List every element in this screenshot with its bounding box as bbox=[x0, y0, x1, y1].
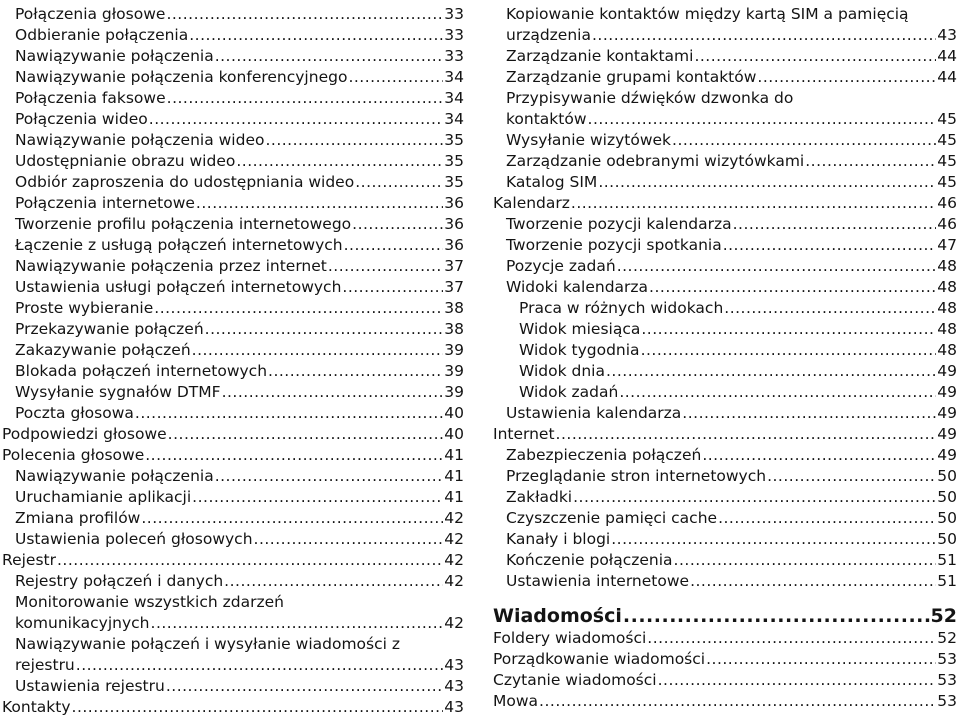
toc-entry[interactable] bbox=[493, 46, 957, 67]
toc-entry[interactable] bbox=[493, 235, 957, 256]
toc-leader-dots bbox=[706, 649, 936, 670]
toc-entry-title: Praca w różnych widokach bbox=[519, 299, 724, 317]
toc-entry-title: Proste wybieranie bbox=[15, 299, 154, 317]
toc-entry-title: Katalog SIM bbox=[506, 173, 598, 191]
toc-entry[interactable] bbox=[2, 109, 464, 130]
toc-leader-dots bbox=[539, 691, 936, 712]
toc-entry-title: Ustawienia usługi połączeń internetowych bbox=[15, 278, 342, 296]
toc-entry[interactable] bbox=[2, 445, 464, 466]
toc-entry-title: Ustawienia rejestru bbox=[15, 677, 165, 695]
toc-leader-dots bbox=[348, 67, 443, 88]
toc-page-number: 37 bbox=[444, 278, 464, 296]
toc-entry[interactable] bbox=[493, 277, 957, 298]
toc-entry-title: Kontakty bbox=[2, 698, 71, 716]
toc-leader-dots bbox=[571, 193, 936, 214]
toc-entry-title: Łączenie z usługą połączeń internetowych bbox=[15, 236, 343, 254]
toc-entry-title: Kalendarz bbox=[493, 194, 570, 212]
toc-leader-dots bbox=[168, 424, 444, 445]
toc-leader-dots bbox=[328, 256, 443, 277]
toc-entry[interactable] bbox=[493, 130, 957, 151]
toc-entry[interactable] bbox=[2, 403, 464, 424]
toc-page-number: 48 bbox=[937, 341, 957, 359]
toc-entry-title: Tworzenie profilu połączenia internetowego bbox=[15, 215, 352, 233]
toc-leader-dots bbox=[135, 403, 443, 424]
toc-section-heading[interactable] bbox=[493, 604, 957, 628]
toc-entry[interactable] bbox=[493, 445, 957, 466]
toc-entry[interactable] bbox=[2, 130, 464, 151]
toc-entry-title: Zakazywanie połączeń bbox=[15, 341, 191, 359]
toc-entry-title: Widoki kalendarza bbox=[506, 278, 649, 296]
toc-right-bottom bbox=[493, 628, 957, 712]
toc-entry-title: Blokada połączeń internetowych bbox=[15, 362, 268, 380]
toc-entry-title: Kanały i blogi bbox=[506, 530, 611, 548]
toc-entry[interactable] bbox=[493, 649, 957, 670]
toc-page-number: 47 bbox=[937, 236, 957, 254]
toc-entry-title: Zarządzanie kontaktami bbox=[506, 47, 694, 65]
toc-right-top bbox=[493, 4, 957, 592]
toc-entry[interactable] bbox=[493, 340, 957, 361]
toc-entry[interactable] bbox=[2, 319, 464, 340]
toc-page-number: 38 bbox=[444, 299, 464, 317]
toc-entry-title: Poczta głosowa bbox=[15, 404, 134, 422]
toc-page-number: 41 bbox=[444, 446, 464, 464]
toc-page-number: 43 bbox=[444, 698, 464, 716]
toc-entry-title: Porządkowanie wiadomości bbox=[493, 650, 706, 668]
toc-section-title: Wiadomości bbox=[493, 605, 622, 627]
toc-entry[interactable] bbox=[2, 298, 464, 319]
toc-page-number: 42 bbox=[444, 509, 464, 527]
toc-page-number: 45 bbox=[937, 131, 957, 149]
toc-entry[interactable] bbox=[2, 256, 464, 277]
toc-entry[interactable] bbox=[493, 214, 957, 235]
toc-page-number: 34 bbox=[444, 89, 464, 107]
toc-page-number: 49 bbox=[937, 446, 957, 464]
toc-leader-dots bbox=[145, 445, 443, 466]
toc-leader-dots bbox=[641, 340, 937, 361]
toc-leader-dots bbox=[141, 508, 443, 529]
toc-page-number: 49 bbox=[937, 425, 957, 443]
toc-entry-title: Nawiązywanie połączenia bbox=[15, 47, 214, 65]
toc-entry-title: Czyszczenie pamięci cache bbox=[506, 509, 718, 527]
toc-entry-title: Zarządzanie grupami kontaktów bbox=[506, 68, 757, 86]
toc-entry[interactable] bbox=[2, 508, 464, 529]
toc-entry-title: Odbiór zaproszenia do udostępniania wideo bbox=[15, 173, 355, 191]
toc-leader-dots bbox=[151, 613, 444, 634]
toc-entry-title: Odbieranie połączenia bbox=[15, 26, 189, 44]
toc-entry[interactable] bbox=[2, 25, 464, 46]
toc-page-number: 44 bbox=[937, 68, 957, 86]
toc-leader-dots bbox=[617, 256, 937, 277]
toc-leader-dots bbox=[76, 655, 444, 676]
toc-page-number: 43 bbox=[444, 656, 464, 674]
toc-leader-dots bbox=[154, 298, 443, 319]
toc-leader-dots bbox=[805, 151, 936, 172]
toc-entry[interactable] bbox=[2, 529, 464, 550]
toc-entry-title: Połączenia wideo bbox=[15, 110, 148, 128]
toc-entry-title: Udostępnianie obrazu wideo bbox=[15, 152, 236, 170]
toc-page-number: 34 bbox=[444, 110, 464, 128]
toc-page-number: 50 bbox=[937, 509, 957, 527]
toc-entry[interactable] bbox=[2, 193, 464, 214]
toc-page-number: 48 bbox=[937, 299, 957, 317]
toc-entry-title: Połączenia głosowe bbox=[15, 5, 166, 23]
toc-leader-dots bbox=[268, 361, 443, 382]
toc-leader-dots bbox=[757, 67, 936, 88]
toc-leader-dots bbox=[215, 46, 444, 67]
toc-entry-title: Kończenie połączenia bbox=[506, 551, 673, 569]
toc-entry[interactable] bbox=[2, 46, 464, 67]
toc-entry-title: Zakładki bbox=[506, 488, 573, 506]
toc-page-number: 33 bbox=[444, 5, 464, 23]
toc-entry-title: Nawiązywanie połączenia wideo bbox=[15, 131, 265, 149]
toc-entry[interactable] bbox=[493, 256, 957, 277]
toc-leader-dots bbox=[647, 628, 936, 649]
toc-entry[interactable] bbox=[2, 88, 464, 109]
toc-leader-dots bbox=[682, 403, 936, 424]
toc-entry[interactable] bbox=[493, 382, 957, 403]
toc-entry[interactable] bbox=[493, 172, 957, 193]
toc-leader-dots bbox=[690, 571, 936, 592]
toc-leader-dots bbox=[658, 670, 937, 691]
toc-entry[interactable] bbox=[2, 655, 464, 676]
toc-entry-title: Nawiązywanie połączenia bbox=[15, 467, 214, 485]
toc-entry-title: Foldery wiadomości bbox=[493, 629, 647, 647]
toc-leader-dots bbox=[344, 235, 444, 256]
toc-leader-dots bbox=[767, 466, 936, 487]
toc-entry-title: Ustawienia poleceń głosowych bbox=[15, 530, 253, 548]
toc-page-number: 49 bbox=[937, 404, 957, 422]
toc-page-number: 39 bbox=[444, 383, 464, 401]
toc-entry[interactable] bbox=[493, 628, 957, 649]
toc-leader-dots bbox=[166, 676, 443, 697]
toc-entry-title: Połączenia faksowe bbox=[15, 89, 166, 107]
toc-leader-dots bbox=[215, 466, 444, 487]
toc-entry-title: Wysyłanie sygnałów DTMF bbox=[15, 383, 221, 401]
toc-leader-dots bbox=[724, 298, 936, 319]
toc-leader-dots bbox=[606, 361, 936, 382]
toc-leader-dots bbox=[224, 571, 443, 592]
toc-leader-dots bbox=[674, 550, 937, 571]
toc-page-number: 35 bbox=[444, 131, 464, 149]
toc-leader-dots bbox=[236, 151, 443, 172]
toc-page-number: 38 bbox=[444, 320, 464, 338]
toc-page-number: 35 bbox=[444, 173, 464, 191]
toc-entry-title: Rejestry połączeń i danych bbox=[15, 572, 224, 590]
toc-entry[interactable] bbox=[493, 670, 957, 691]
toc-entry-title: Zmiana profilów bbox=[15, 509, 141, 527]
toc-entry-title: Zarządzanie odebranymi wizytówkami bbox=[506, 152, 805, 170]
toc-entry[interactable] bbox=[493, 109, 957, 130]
toc-page-number: 51 bbox=[937, 572, 957, 590]
toc-entry[interactable] bbox=[493, 508, 957, 529]
toc-entry[interactable] bbox=[493, 487, 957, 508]
toc-entry[interactable] bbox=[2, 424, 464, 445]
toc-leader-dots bbox=[641, 319, 936, 340]
toc-entry[interactable] bbox=[2, 361, 464, 382]
toc-entry-title: Tworzenie pozycji kalendarza bbox=[506, 215, 732, 233]
toc-page-number: 53 bbox=[937, 692, 957, 710]
toc-entry-continuation: komunikacyjnych bbox=[15, 614, 150, 632]
toc-page-number: 42 bbox=[444, 614, 464, 632]
toc-page-number: 48 bbox=[937, 278, 957, 296]
toc-page-number: 45 bbox=[937, 173, 957, 191]
toc-entry-title: Widok zadań bbox=[519, 383, 619, 401]
toc-entry-title: Mowa bbox=[493, 692, 539, 710]
toc-page-number: 53 bbox=[937, 650, 957, 668]
toc-leader-dots bbox=[149, 109, 443, 130]
toc-page-number: 39 bbox=[444, 362, 464, 380]
toc-entry[interactable] bbox=[493, 67, 957, 88]
toc-leader-dots bbox=[556, 424, 937, 445]
toc-entry[interactable] bbox=[493, 691, 957, 712]
toc-right-column bbox=[493, 4, 957, 712]
toc-page-number: 35 bbox=[444, 152, 464, 170]
toc-page-number: 36 bbox=[444, 215, 464, 233]
toc-entry-title: Widok dnia bbox=[519, 362, 605, 380]
toc-leader-dots bbox=[192, 340, 444, 361]
toc-entry-title: Nawiązywanie połączenia konferencyjnego bbox=[15, 68, 348, 86]
toc-leader-dots bbox=[592, 25, 936, 46]
toc-leader-dots bbox=[189, 25, 443, 46]
toc-page-number: 36 bbox=[444, 194, 464, 212]
toc-entry-title: Nawiązywanie połączenia przez internet bbox=[15, 257, 327, 275]
toc-entry[interactable] bbox=[493, 403, 957, 424]
toc-leader-dots bbox=[723, 235, 937, 256]
toc-entry[interactable] bbox=[2, 487, 464, 508]
toc-page-number: 50 bbox=[937, 488, 957, 506]
toc-leader-dots bbox=[588, 109, 937, 130]
toc-entry[interactable] bbox=[2, 697, 464, 718]
toc-page-number: 43 bbox=[444, 677, 464, 695]
toc-page-number: 40 bbox=[444, 425, 464, 443]
toc-entry[interactable] bbox=[2, 214, 464, 235]
toc-page-number: 36 bbox=[444, 236, 464, 254]
toc-page-number: 39 bbox=[444, 341, 464, 359]
toc-page-number: 52 bbox=[937, 629, 957, 647]
toc-entry-title: Zabezpieczenia połączeń bbox=[506, 446, 702, 464]
toc-entry-title: Polecenia głosowe bbox=[2, 446, 145, 464]
toc-entry-title: Ustawienia kalendarza bbox=[506, 404, 682, 422]
toc-entry[interactable] bbox=[2, 67, 464, 88]
toc-leader-dots bbox=[254, 529, 444, 550]
toc-page-number: 37 bbox=[444, 257, 464, 275]
toc-page-number: 45 bbox=[937, 110, 957, 128]
toc-page-number: 50 bbox=[937, 530, 957, 548]
toc-leader-dots bbox=[265, 130, 443, 151]
toc-page-number: 45 bbox=[937, 152, 957, 170]
toc-entry-title: Rejestr bbox=[2, 551, 56, 569]
toc-entry[interactable] bbox=[2, 277, 464, 298]
toc-entry[interactable] bbox=[2, 613, 464, 634]
toc-entry[interactable] bbox=[493, 319, 957, 340]
toc-page-number: 42 bbox=[444, 530, 464, 548]
toc-page-number: 48 bbox=[937, 320, 957, 338]
toc-entry[interactable] bbox=[493, 571, 957, 592]
toc-entry[interactable] bbox=[2, 676, 464, 697]
toc-page-number: 46 bbox=[937, 194, 957, 212]
toc-entry-title: Wysyłanie wizytówek bbox=[506, 131, 672, 149]
toc-leader-dots bbox=[672, 130, 936, 151]
toc-entry-title: Przeglądanie stron internetowych bbox=[506, 467, 767, 485]
toc-entry-title: Ustawienia internetowe bbox=[506, 572, 690, 590]
toc-leader-dots bbox=[196, 193, 443, 214]
toc-entry-title: Widok miesiąca bbox=[519, 320, 641, 338]
toc-leader-dots bbox=[205, 319, 444, 340]
toc-entry-title: Widok tygodnia bbox=[519, 341, 640, 359]
toc-page-number: 41 bbox=[444, 467, 464, 485]
toc-entry-title: Przekazywanie połączeń bbox=[15, 320, 204, 338]
toc-leader-dots bbox=[573, 487, 936, 508]
toc-leader-dots bbox=[166, 4, 443, 25]
section-spacer bbox=[493, 592, 957, 604]
toc-leader-dots bbox=[342, 277, 443, 298]
toc-entry-continuation: kontaktów bbox=[506, 110, 587, 128]
toc-entry[interactable] bbox=[493, 298, 957, 319]
toc-leader-dots bbox=[167, 88, 444, 109]
toc-leader-dots bbox=[611, 529, 936, 550]
toc-entry-title: Połączenia internetowe bbox=[15, 194, 195, 212]
toc-entry-title: Pozycje zadań bbox=[506, 257, 616, 275]
toc-page-number: 50 bbox=[937, 467, 957, 485]
toc-entry-title: Tworzenie pozycji spotkania bbox=[506, 236, 722, 254]
toc-page-number: 46 bbox=[937, 215, 957, 233]
toc-entry-title: Internet bbox=[493, 425, 555, 443]
toc-entry[interactable] bbox=[493, 529, 957, 550]
toc-entry[interactable] bbox=[2, 151, 464, 172]
toc-entry[interactable] bbox=[2, 4, 464, 25]
toc-page-number: 49 bbox=[937, 362, 957, 380]
toc-entry-title: Czytanie wiadomości bbox=[493, 671, 657, 689]
toc-leader-dots bbox=[355, 172, 443, 193]
toc-entry[interactable] bbox=[493, 193, 957, 214]
toc-entry-continuation: urządzenia bbox=[506, 26, 591, 44]
toc-page-number: 53 bbox=[937, 671, 957, 689]
toc-leader-dots bbox=[598, 172, 936, 193]
toc-leader-dots bbox=[733, 214, 937, 235]
toc-page-number: 51 bbox=[937, 551, 957, 569]
toc-entry-title-line[interactable]: Nawiązywanie połączeń i wysyłanie wiadomości z bbox=[15, 635, 401, 653]
toc-leader-dots bbox=[222, 382, 444, 403]
toc-entry-title-line[interactable]: Przypisywanie dźwięków dzwonka do bbox=[506, 89, 794, 107]
toc-page-number: 48 bbox=[937, 257, 957, 275]
toc-entry-title: Podpowiedzi głosowe bbox=[2, 425, 167, 443]
toc-leader-dots bbox=[623, 604, 930, 628]
toc-entry[interactable] bbox=[2, 340, 464, 361]
toc-entry[interactable] bbox=[2, 550, 464, 571]
toc-leader-dots bbox=[694, 46, 936, 67]
toc-page-number: 44 bbox=[937, 47, 957, 65]
toc-leader-dots bbox=[72, 697, 444, 718]
toc-page-number: 42 bbox=[444, 572, 464, 590]
toc-left-column bbox=[2, 4, 464, 718]
toc-page-number: 49 bbox=[937, 383, 957, 401]
toc-entry-continuation: rejestru bbox=[15, 656, 75, 674]
toc-leader-dots bbox=[57, 550, 443, 571]
toc-leader-dots bbox=[649, 277, 936, 298]
toc-page-number: 42 bbox=[444, 551, 464, 569]
toc-page-number: 34 bbox=[444, 68, 464, 86]
toc-entry-title-line[interactable]: Kopiowanie kontaktów między kartą SIM a pamięcią bbox=[506, 5, 909, 23]
toc-page-number: 33 bbox=[444, 47, 464, 65]
toc-entry[interactable] bbox=[493, 151, 957, 172]
toc-leader-dots bbox=[619, 382, 936, 403]
toc-entry[interactable] bbox=[493, 361, 957, 382]
toc-entry[interactable] bbox=[493, 466, 957, 487]
toc-entry[interactable] bbox=[2, 235, 464, 256]
toc-entry-title-line[interactable]: Monitorowanie wszystkich zdarzeń bbox=[15, 593, 284, 611]
toc-leader-dots bbox=[352, 214, 443, 235]
toc-leader-dots bbox=[702, 445, 936, 466]
toc-page-number: 43 bbox=[937, 26, 957, 44]
toc-entry[interactable] bbox=[2, 571, 464, 592]
toc-entry[interactable] bbox=[2, 172, 464, 193]
toc-entry[interactable] bbox=[493, 550, 957, 571]
toc-section-page: 52 bbox=[930, 605, 957, 627]
toc-page-number: 33 bbox=[444, 26, 464, 44]
toc-page-number: 40 bbox=[444, 404, 464, 422]
toc-entry[interactable] bbox=[2, 466, 464, 487]
toc-entry[interactable] bbox=[493, 424, 957, 445]
toc-entry[interactable] bbox=[493, 25, 957, 46]
toc-entry[interactable] bbox=[2, 382, 464, 403]
toc-entry-title: Uruchamianie aplikacji bbox=[15, 488, 192, 506]
toc-leader-dots bbox=[192, 487, 443, 508]
toc-page-number: 41 bbox=[444, 488, 464, 506]
toc-leader-dots bbox=[718, 508, 936, 529]
